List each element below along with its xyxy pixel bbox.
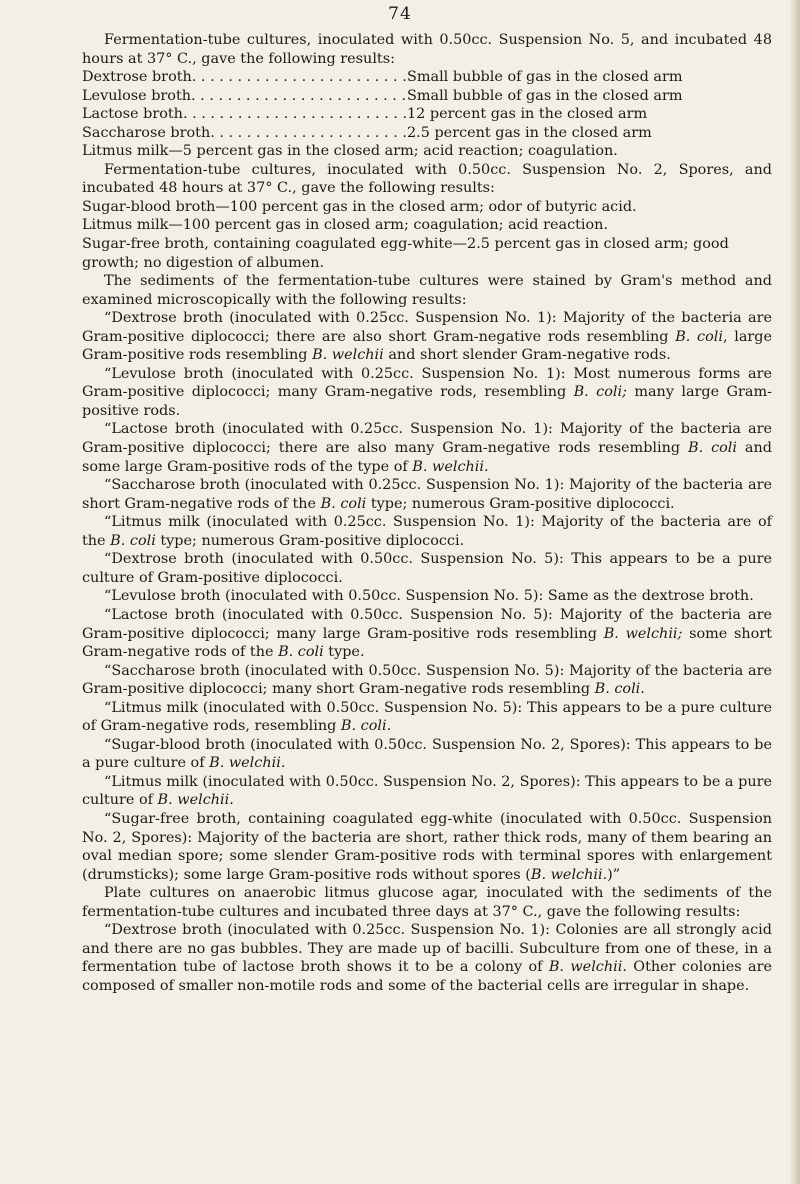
paragraph-sugarblood-spores: “Sugar-blood broth (inoculated with 0.50cc. Suspension No. 2, Spores): This appears to be a pure culture of B. welchii. (82, 736, 772, 772)
paragraph-saccharose-050: “Saccharose broth (inoculated with 0.50cc. Suspension No. 5): Majority of the bacteria are Gram-positive diplococci; many short Gram-negative rods resembling B. coli. (82, 662, 772, 698)
medium-label: Lactose broth (82, 106, 183, 123)
spores-intro-paragraph: Fermentation-tube cultures, inoculated with 0.50cc. Suspension No. 2, Spores, and incubated 48 hours at 37° C., gave the following results: (82, 161, 772, 197)
plate-intro-paragraph: Plate cultures on anaerobic litmus glucose agar, inoculated with the sediments of the fermentation-tube cultures and incubated three days at 37° C., gave the following results: (82, 885, 772, 920)
leader-dots (183, 105, 407, 124)
litmus-result-line: Litmus milk—5 percent gas in the closed arm; acid reaction; coagulation. (82, 143, 618, 160)
result-value: 12 percent gas in the closed arm (407, 106, 648, 123)
result-value: 2.5 percent gas in the closed arm (407, 124, 652, 141)
medium-label: Levulose broth (82, 87, 192, 104)
paragraph-litmus-spores: “Litmus milk (inoculated with 0.50cc. Suspension No. 2, Spores): This appears to be a pure culture of B. welchii. (82, 773, 772, 809)
results-row (82, 105, 772, 124)
leader-dots (192, 68, 407, 87)
leader-dots (191, 87, 407, 106)
paragraph-lactose-050: “Lactose broth (inoculated with 0.50cc. Suspension No. 5): Majority of the bacteria are Gram-positive diplococci; many large Gram-positive rods resembling B. welchii; some short Gram-negative rods of the B. coli type. (82, 606, 773, 661)
medium-label: Dextrose broth (82, 69, 192, 86)
paragraph-levulose-025: “Levulose broth (inoculated with 0.25cc. Suspension No. 1): Most numerous forms are Gram-positive diplococci; many Gram-negative rods, resembling B. coli; many large Gram-positive rods. (82, 365, 772, 419)
results-table (82, 68, 772, 142)
paragraph-lactose-025: “Lactose broth (inoculated with 0.25cc. Suspension No. 1): Majority of the bacteria are Gram-positive diplococci; there are also many Gram-negative rods resembling B. coli and some large Gram-positive rods of the type of B. welchii. (82, 421, 772, 475)
paragraph-litmus-050: “Litmus milk (inoculated with 0.50cc. Suspension No. 5): This appears to be a pure culture of Gram-negative rods, resembling B. coli. (82, 699, 772, 735)
litmus-100-result: Litmus milk—100 percent gas in closed arm; coagulation; acid reaction. (82, 217, 609, 234)
paragraph-saccharose-025: “Saccharose broth (inoculated with 0.25cc. Suspension No. 1): Majority of the bacteria are short Gram-negative rods of the B. coli type; numerous Gram-positive diplococci. (82, 477, 772, 512)
paragraph-dextrose-050: “Dextrose broth (inoculated with 0.50cc. Suspension No. 5): This appears to be a pure culture of Gram-positive diplococci. (82, 551, 772, 586)
sugar-blood-result: Sugar-blood broth—100 percent gas in the closed arm; odor of butyric acid. (82, 198, 637, 215)
paragraph-levulose-050: “Levulose broth (inoculated with 0.50cc. Suspension No. 5): Same as the dextrose broth. (104, 588, 754, 605)
page-body (82, 31, 772, 995)
paragraph-litmus-025: “Litmus milk (inoculated with 0.25cc. Suspension No. 1): Majority of the bacteria are of the B. coli type; numerous Gram-positive diplococci. (82, 514, 772, 549)
results-row (82, 68, 772, 87)
result-value: Small bubble of gas in the closed arm (407, 69, 683, 86)
sediments-intro-paragraph: The sediments of the fermentation-tube cultures were stained by Gram's method and examined microscopically with the following results: (82, 273, 772, 308)
paragraph-dextrose-025: “Dextrose broth (inoculated with 0.25cc. Suspension No. 1): Majority of the bacteria are Gram-positive diplococci; there are also short Gram-negative rods resembling B. coli, large Gram-positive rods resembling B. welchii and short slender Gram-negative rods. (82, 310, 773, 364)
paragraph-plate-dextrose: “Dextrose broth (inoculated with 0.25cc. Suspension No. 1): Colonies are all strongly acid and there are no gas bubbles. They are made up of bacilli. Subculture from one of these, in a fermentation tube of lactose broth shows it to be a colony of B. welchii. Other colonies are composed of smaller non-motile rods and some of the bacterial cells are irregular in shape. (82, 922, 772, 994)
sugar-free-result: Sugar-free broth, containing coagulated egg-white—2.5 percent gas in closed arm; good growth; no digestion of albumen. (82, 236, 729, 271)
medium-label: Saccharose broth (82, 124, 211, 141)
result-value: Small bubble of gas in the closed arm (407, 87, 683, 104)
page-number: 74 (388, 4, 412, 24)
results-row (82, 87, 772, 106)
leader-dots (210, 124, 407, 143)
results-row (82, 124, 772, 143)
intro-paragraph: Fermentation-tube cultures, inoculated with 0.50cc. Suspension No. 5, and incubated 48 hours at 37° C., gave the following results: (82, 32, 772, 67)
page-edge (790, 0, 800, 1184)
paragraph-sugarfree-spores: “Sugar-free broth, containing coagulated egg-white (inoculated with 0.50cc. Suspension No. 2, Spores): Majority of the bacteria are short, rather thick rods, many of them bearing an oval median spore; some slender Gram-positive rods with terminal spores with enlargement (drumsticks); some large Gram-positive rods without spores (B. welchii.)” (82, 810, 772, 883)
